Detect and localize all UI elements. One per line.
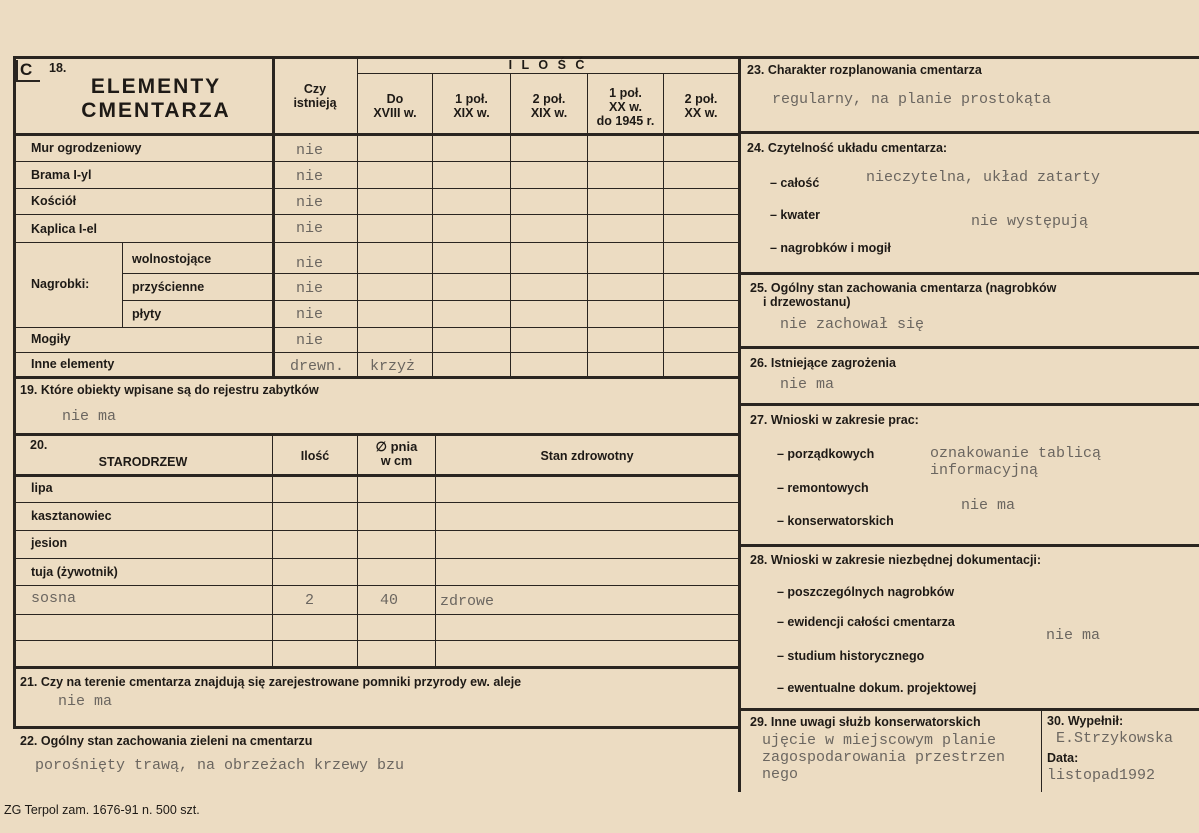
tree-qty: 2 — [305, 592, 315, 609]
row-label: Inne elementy — [31, 357, 115, 371]
docs-item: – ewidencji całości cmentarza — [777, 615, 955, 629]
tree-name: kasztanowiec — [31, 509, 112, 523]
legibility-value: nie występują — [971, 213, 1089, 230]
docs-item: – ewentualne dokum. projektowej — [777, 681, 977, 695]
tree-name-typed: sosna — [31, 590, 77, 607]
row-label: przyścienne — [132, 280, 205, 294]
row-value: nie — [296, 255, 324, 272]
section-20-title: STARODRZEW — [98, 455, 188, 469]
works-value: oznakowanie tablicą — [930, 445, 1102, 462]
section-19-value: nie ma — [62, 408, 117, 425]
col-diam-header: ∅ pnia w cm — [375, 439, 418, 468]
legibility-item: – nagrobków i mogił — [770, 241, 891, 255]
tree-name: jesion — [31, 536, 68, 550]
section-29-label: 29. Inne uwagi służb konserwatorskich — [750, 715, 981, 729]
section-21-value: nie ma — [58, 693, 113, 710]
row-label: Mur ogrodzeniowy — [31, 141, 142, 155]
col-qty-header: Ilość — [300, 449, 330, 463]
section-29-value: nego — [762, 766, 799, 783]
docs-item: – poszczególnych nagrobków — [777, 585, 955, 599]
date-label: Data: — [1047, 751, 1079, 765]
row-label: Kaplica I-el — [31, 222, 97, 236]
filled-by-name: E.Strzykowska — [1056, 730, 1174, 747]
period-header: 2 poł. XIX w. — [530, 92, 568, 120]
legibility-item: – kwater — [770, 208, 821, 222]
row-value: nie — [296, 194, 324, 211]
row-value: nie — [296, 142, 324, 159]
row-value: nie — [296, 306, 324, 323]
period-header: 1 poł. XX w. do 1945 r. — [596, 86, 655, 128]
works-item: – konserwatorskich — [777, 514, 894, 528]
tree-name: tuja (żywotnik) — [31, 565, 118, 579]
works-item: – remontowych — [777, 481, 869, 495]
tree-diam: 40 — [380, 592, 399, 609]
col-exists-header: Czy istnieją — [293, 82, 337, 110]
section-23-label: 23. Charakter rozplanowania cmentarza — [747, 63, 982, 77]
row-label: płyty — [132, 307, 162, 321]
section-30-label: 30. Wypełnił: — [1047, 714, 1124, 728]
tree-name: lipa — [31, 481, 53, 495]
row-value: drewn. — [290, 358, 345, 375]
section-23-value: regularny, na planie prostokąta — [772, 91, 1052, 108]
legibility-item: – całość — [770, 176, 820, 190]
section-26-value: nie ma — [780, 376, 835, 393]
works-item: – porządkowych — [777, 447, 875, 461]
section-22-label: 22. Ogólny stan zachowania zieleni na cmentarzu — [20, 734, 313, 748]
tree-health: zdrowe — [440, 593, 495, 610]
period-header: 2 poł. XX w. — [684, 92, 718, 120]
section-29-value: ujęcie w miejscowym planie — [762, 732, 997, 749]
row-value: nie — [296, 332, 324, 349]
row-value: nie — [296, 280, 324, 297]
row-label: Brama I-yl — [31, 168, 92, 182]
section-20-number: 20. — [30, 438, 48, 452]
section-18-title — [40, 75, 272, 123]
section-19-label: 19. Które obiekty wpisane są do rejestru zabytków — [20, 383, 319, 397]
section-24-label: 24. Czytelność układu cmentarza: — [747, 141, 948, 155]
print-footer: ZG Terpol zam. 1676-91 n. 500 szt. — [4, 803, 200, 817]
section-26-label: 26. Istniejące zagrożenia — [750, 356, 896, 370]
section-25-label: 25. Ogólny stan zachowania cmentarza (nagrobków i drzewostanu) — [750, 281, 1057, 309]
section-25-value: nie zachował się — [780, 316, 925, 333]
row-label: wolnostojące — [132, 252, 212, 266]
date-value: listopad1992 — [1047, 767, 1156, 784]
docs-item: – studium historycznego — [777, 649, 925, 663]
row-value: nie — [296, 220, 324, 237]
row-value: nie — [296, 168, 324, 185]
section-21-label: 21. Czy na terenie cmentarza znajdują się zarejestrowane pomniki przyrody ew. aleje — [20, 675, 522, 689]
nagrobki-label: Nagrobki: — [31, 277, 90, 291]
section-18-number: 18. — [49, 61, 67, 75]
row-label: Kościół — [31, 194, 77, 208]
legibility-value: nieczytelna, układ zatarty — [866, 169, 1101, 186]
row-label: Mogiły — [31, 332, 71, 346]
title-line-1: ELEMENTY — [90, 75, 222, 98]
section-28-label: 28. Wnioski w zakresie niezbędnej dokumentacji: — [750, 553, 1042, 567]
section-22-value: porośnięty trawą, na obrzeżach krzewy bzu — [35, 757, 405, 774]
period-header: Do XVIII w. — [373, 92, 417, 120]
ilosc-header: I L O Ś Ć — [508, 58, 588, 72]
section-c-marker — [16, 60, 40, 82]
docs-value: nie ma — [1046, 627, 1101, 644]
title-line-2: CMENTARZA — [81, 99, 231, 122]
works-value: informacyjną — [930, 462, 1039, 479]
section-27-label: 27. Wnioski w zakresie prac: — [750, 413, 919, 427]
period-header: 1 poł. XIX w. — [453, 92, 490, 120]
works-value: nie ma — [961, 497, 1016, 514]
row-extra-value: krzyż — [370, 358, 416, 375]
section-c-letter: C — [20, 60, 33, 79]
section-29-value: zagospodarowania przestrzen — [762, 749, 1006, 766]
col-health-header: Stan zdrowotny — [540, 449, 634, 463]
